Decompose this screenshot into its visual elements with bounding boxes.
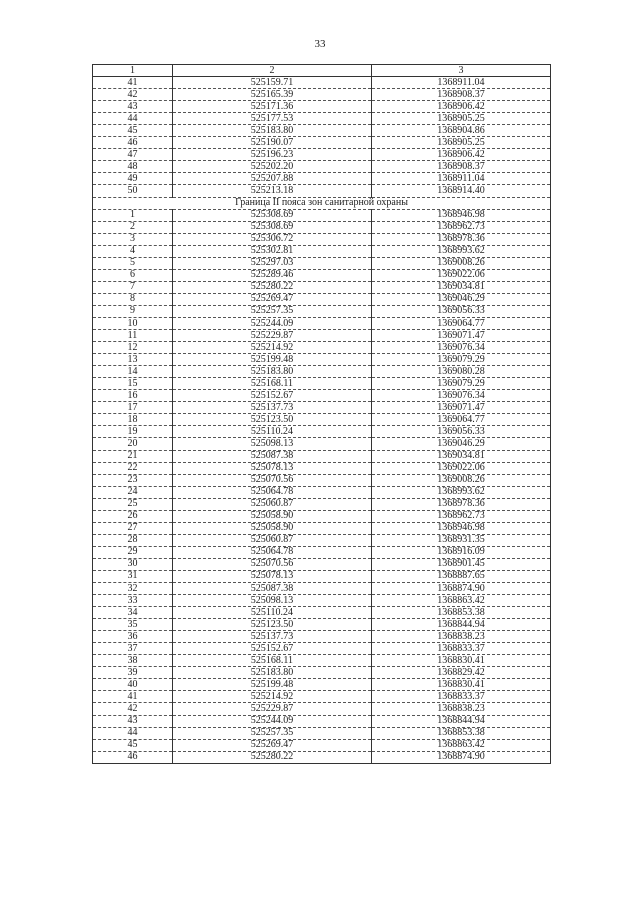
cell-x-coordinate: 525183.80 [173, 366, 372, 378]
cell-x-coordinate: 525064.78 [173, 486, 372, 498]
cell-x-coordinate: 525202.20 [173, 161, 372, 173]
coordinates-table [92, 64, 551, 764]
cell-x-coordinate: 525110.24 [173, 426, 372, 438]
cell-x-coordinate: 525165.39 [173, 89, 372, 101]
cell-point-number: 10 [93, 317, 173, 329]
table-row [93, 390, 551, 402]
cell-point-number: 44 [93, 727, 173, 739]
cell-x-coordinate: 525183.80 [173, 125, 372, 137]
cell-y-coordinate: 1368863.42 [372, 739, 551, 751]
table-row [93, 462, 551, 474]
cell-point-number: 40 [93, 679, 173, 691]
cell-point-number: 42 [93, 89, 173, 101]
table-row [93, 330, 551, 342]
cell-point-number: 5 [93, 257, 173, 269]
cell-y-coordinate: 1369076.34 [372, 390, 551, 402]
cell-y-coordinate: 1368911.04 [372, 173, 551, 185]
cell-y-coordinate: 1368916.09 [372, 546, 551, 558]
table-row [93, 679, 551, 691]
cell-y-coordinate: 1369064.77 [372, 414, 551, 426]
cell-y-coordinate: 1369079.29 [372, 378, 551, 390]
cell-x-coordinate: 525269.47 [173, 293, 372, 305]
cell-x-coordinate: 525302.81 [173, 245, 372, 257]
table-row [93, 474, 551, 486]
cell-y-coordinate: 1369022.06 [372, 462, 551, 474]
table-row [93, 715, 551, 727]
cell-x-coordinate: 525058.90 [173, 522, 372, 534]
cell-y-coordinate: 1369056.33 [372, 426, 551, 438]
cell-point-number: 11 [93, 330, 173, 342]
cell-y-coordinate: 1368906.42 [372, 149, 551, 161]
table-row [93, 89, 551, 101]
table-row [93, 703, 551, 715]
table-row [93, 510, 551, 522]
cell-y-coordinate: 1368901.45 [372, 558, 551, 570]
cell-y-coordinate: 1368887.65 [372, 570, 551, 582]
cell-y-coordinate: 1368844.94 [372, 619, 551, 631]
cell-point-number: 13 [93, 354, 173, 366]
cell-x-coordinate: 525306.72 [173, 233, 372, 245]
table-row [93, 378, 551, 390]
header-cell-x: 2 [173, 65, 372, 77]
cell-x-coordinate: 525078.13 [173, 570, 372, 582]
cell-y-coordinate: 1368830.41 [372, 655, 551, 667]
cell-point-number: 2 [93, 221, 173, 233]
cell-point-number: 29 [93, 546, 173, 558]
table-row [93, 655, 551, 667]
section-heading: Граница II пояса зон санитарной охраны [93, 197, 551, 209]
cell-x-coordinate: 525060.87 [173, 534, 372, 546]
table-row [93, 137, 551, 149]
cell-y-coordinate: 1368908.37 [372, 161, 551, 173]
cell-y-coordinate: 1368911.04 [372, 77, 551, 89]
cell-y-coordinate: 1369079.29 [372, 354, 551, 366]
table-row [93, 667, 551, 679]
table-header-row [93, 65, 551, 77]
cell-point-number: 16 [93, 390, 173, 402]
cell-y-coordinate: 1368905.25 [372, 113, 551, 125]
cell-x-coordinate: 525087.38 [173, 450, 372, 462]
cell-x-coordinate: 525070.56 [173, 558, 372, 570]
table-row [93, 269, 551, 281]
cell-point-number: 7 [93, 281, 173, 293]
cell-y-coordinate: 1368914.40 [372, 185, 551, 197]
cell-x-coordinate: 525064.78 [173, 546, 372, 558]
cell-point-number: 19 [93, 426, 173, 438]
table-row [93, 342, 551, 354]
cell-point-number: 45 [93, 125, 173, 137]
cell-x-coordinate: 525123.50 [173, 414, 372, 426]
table-row [93, 209, 551, 221]
cell-point-number: 12 [93, 342, 173, 354]
cell-x-coordinate: 525214.92 [173, 691, 372, 703]
cell-x-coordinate: 525213.18 [173, 185, 372, 197]
table-row [93, 727, 551, 739]
cell-y-coordinate: 1368993.62 [372, 245, 551, 257]
cell-point-number: 42 [93, 703, 173, 715]
cell-x-coordinate: 525269.47 [173, 739, 372, 751]
cell-x-coordinate: 525168.11 [173, 655, 372, 667]
cell-point-number: 23 [93, 474, 173, 486]
cell-y-coordinate: 1368962.73 [372, 510, 551, 522]
cell-x-coordinate: 525058.90 [173, 510, 372, 522]
table-row [93, 354, 551, 366]
cell-point-number: 20 [93, 438, 173, 450]
cell-point-number: 39 [93, 667, 173, 679]
table-row [93, 498, 551, 510]
cell-x-coordinate: 525244.09 [173, 715, 372, 727]
cell-y-coordinate: 1368946.98 [372, 522, 551, 534]
cell-y-coordinate: 1368833.37 [372, 643, 551, 655]
cell-point-number: 8 [93, 293, 173, 305]
cell-point-number: 6 [93, 269, 173, 281]
cell-point-number: 17 [93, 402, 173, 414]
cell-x-coordinate: 525110.24 [173, 607, 372, 619]
cell-point-number: 24 [93, 486, 173, 498]
cell-x-coordinate: 525196.23 [173, 149, 372, 161]
cell-x-coordinate: 525087.38 [173, 583, 372, 595]
cell-point-number: 44 [93, 113, 173, 125]
cell-x-coordinate: 525152.67 [173, 390, 372, 402]
cell-x-coordinate: 525297.03 [173, 257, 372, 269]
cell-y-coordinate: 1368931.35 [372, 534, 551, 546]
cell-x-coordinate: 525207.88 [173, 173, 372, 185]
header-cell-y: 3 [372, 65, 551, 77]
cell-x-coordinate: 525098.13 [173, 438, 372, 450]
cell-y-coordinate: 1368874.90 [372, 583, 551, 595]
cell-y-coordinate: 1368838.23 [372, 703, 551, 715]
cell-point-number: 27 [93, 522, 173, 534]
cell-point-number: 43 [93, 715, 173, 727]
table-row [93, 233, 551, 245]
cell-x-coordinate: 525123.50 [173, 619, 372, 631]
table-row [93, 595, 551, 607]
cell-x-coordinate: 525070.56 [173, 474, 372, 486]
cell-y-coordinate: 1369034.81 [372, 450, 551, 462]
table-row [93, 438, 551, 450]
table-row [93, 631, 551, 643]
table-row [93, 570, 551, 582]
cell-point-number: 31 [93, 570, 173, 582]
table-row [93, 305, 551, 317]
cell-y-coordinate: 1368833.37 [372, 691, 551, 703]
cell-point-number: 38 [93, 655, 173, 667]
cell-y-coordinate: 1368853.38 [372, 607, 551, 619]
cell-y-coordinate: 1368838.23 [372, 631, 551, 643]
cell-y-coordinate: 1368874.90 [372, 751, 551, 763]
cell-y-coordinate: 1369008.26 [372, 257, 551, 269]
cell-x-coordinate: 525229.87 [173, 330, 372, 342]
cell-y-coordinate: 1368946.98 [372, 209, 551, 221]
cell-x-coordinate: 525159.71 [173, 77, 372, 89]
cell-y-coordinate: 1369064.77 [372, 317, 551, 329]
cell-point-number: 47 [93, 149, 173, 161]
cell-y-coordinate: 1368904.86 [372, 125, 551, 137]
cell-x-coordinate: 525137.73 [173, 631, 372, 643]
cell-x-coordinate: 525229.87 [173, 703, 372, 715]
cell-point-number: 34 [93, 607, 173, 619]
cell-point-number: 41 [93, 691, 173, 703]
cell-x-coordinate: 525190.07 [173, 137, 372, 149]
cell-point-number: 25 [93, 498, 173, 510]
table-row [93, 125, 551, 137]
cell-point-number: 14 [93, 366, 173, 378]
cell-x-coordinate: 525171.36 [173, 101, 372, 113]
cell-point-number: 48 [93, 161, 173, 173]
cell-y-coordinate: 1368829.42 [372, 667, 551, 679]
cell-point-number: 50 [93, 185, 173, 197]
cell-point-number: 1 [93, 209, 173, 221]
cell-point-number: 35 [93, 619, 173, 631]
cell-point-number: 18 [93, 414, 173, 426]
table-row [93, 113, 551, 125]
cell-x-coordinate: 525257.35 [173, 305, 372, 317]
cell-y-coordinate: 1369008.26 [372, 474, 551, 486]
cell-y-coordinate: 1368844.94 [372, 715, 551, 727]
cell-y-coordinate: 1368906.42 [372, 101, 551, 113]
cell-y-coordinate: 1369076.34 [372, 342, 551, 354]
cell-x-coordinate: 525098.13 [173, 595, 372, 607]
cell-point-number: 21 [93, 450, 173, 462]
cell-y-coordinate: 1368962.73 [372, 221, 551, 233]
table-row [93, 546, 551, 558]
coordinates-table-body [93, 65, 551, 764]
cell-point-number: 33 [93, 595, 173, 607]
table-row [93, 739, 551, 751]
cell-x-coordinate: 525280.22 [173, 751, 372, 763]
cell-x-coordinate: 525152.67 [173, 643, 372, 655]
cell-x-coordinate: 525289.46 [173, 269, 372, 281]
cell-point-number: 46 [93, 137, 173, 149]
cell-y-coordinate: 1368978.36 [372, 498, 551, 510]
table-row [93, 583, 551, 595]
cell-x-coordinate: 525308.69 [173, 209, 372, 221]
table-row [93, 558, 551, 570]
page-number: 33 [314, 38, 326, 50]
table-row [93, 161, 551, 173]
cell-point-number: 28 [93, 534, 173, 546]
cell-point-number: 41 [93, 77, 173, 89]
table-row [93, 522, 551, 534]
table-row [93, 402, 551, 414]
table-row [93, 426, 551, 438]
table-row [93, 486, 551, 498]
table-row [93, 77, 551, 89]
cell-y-coordinate: 1369046.29 [372, 438, 551, 450]
cell-x-coordinate: 525257.35 [173, 727, 372, 739]
table-row [93, 293, 551, 305]
cell-x-coordinate: 525137.73 [173, 402, 372, 414]
cell-y-coordinate: 1369034.81 [372, 281, 551, 293]
cell-x-coordinate: 525280.22 [173, 281, 372, 293]
table-row [93, 185, 551, 197]
cell-x-coordinate: 525183.80 [173, 667, 372, 679]
table-row [93, 366, 551, 378]
table-row [93, 173, 551, 185]
cell-x-coordinate: 525244.09 [173, 317, 372, 329]
cell-point-number: 4 [93, 245, 173, 257]
cell-y-coordinate: 1369056.33 [372, 305, 551, 317]
cell-x-coordinate: 525199.48 [173, 354, 372, 366]
table-row [93, 149, 551, 161]
cell-y-coordinate: 1369080.28 [372, 366, 551, 378]
cell-point-number: 37 [93, 643, 173, 655]
cell-point-number: 32 [93, 583, 173, 595]
cell-point-number: 36 [93, 631, 173, 643]
cell-y-coordinate: 1368993.62 [372, 486, 551, 498]
cell-x-coordinate: 525060.87 [173, 498, 372, 510]
header-cell-point: 1 [93, 65, 173, 77]
cell-y-coordinate: 1369071.47 [372, 330, 551, 342]
cell-point-number: 15 [93, 378, 173, 390]
table-row [93, 607, 551, 619]
cell-point-number: 22 [93, 462, 173, 474]
cell-x-coordinate: 525177.53 [173, 113, 372, 125]
table-row [93, 643, 551, 655]
table-row [93, 281, 551, 293]
cell-point-number: 45 [93, 739, 173, 751]
cell-y-coordinate: 1368863.42 [372, 595, 551, 607]
cell-point-number: 49 [93, 173, 173, 185]
cell-point-number: 46 [93, 751, 173, 763]
cell-point-number: 9 [93, 305, 173, 317]
cell-point-number: 43 [93, 101, 173, 113]
cell-y-coordinate: 1369071.47 [372, 402, 551, 414]
cell-y-coordinate: 1369046.29 [372, 293, 551, 305]
cell-y-coordinate: 1368905.25 [372, 137, 551, 149]
cell-y-coordinate: 1368853.38 [372, 727, 551, 739]
cell-point-number: 3 [93, 233, 173, 245]
cell-point-number: 26 [93, 510, 173, 522]
table-row [93, 245, 551, 257]
section-heading-row [93, 197, 551, 209]
cell-x-coordinate: 525078.13 [173, 462, 372, 474]
cell-y-coordinate: 1368908.37 [372, 89, 551, 101]
table-row [93, 257, 551, 269]
table-row [93, 751, 551, 763]
cell-x-coordinate: 525168.11 [173, 378, 372, 390]
table-row [93, 317, 551, 329]
table-row [93, 619, 551, 631]
cell-x-coordinate: 525214.92 [173, 342, 372, 354]
cell-y-coordinate: 1368978.36 [372, 233, 551, 245]
cell-point-number: 30 [93, 558, 173, 570]
table-row [93, 101, 551, 113]
cell-y-coordinate: 1368830.41 [372, 679, 551, 691]
table-row [93, 414, 551, 426]
cell-y-coordinate: 1369022.06 [372, 269, 551, 281]
table-row [93, 221, 551, 233]
cell-x-coordinate: 525199.48 [173, 679, 372, 691]
table-row [93, 450, 551, 462]
table-row [93, 534, 551, 546]
table-row [93, 691, 551, 703]
cell-x-coordinate: 525308.69 [173, 221, 372, 233]
